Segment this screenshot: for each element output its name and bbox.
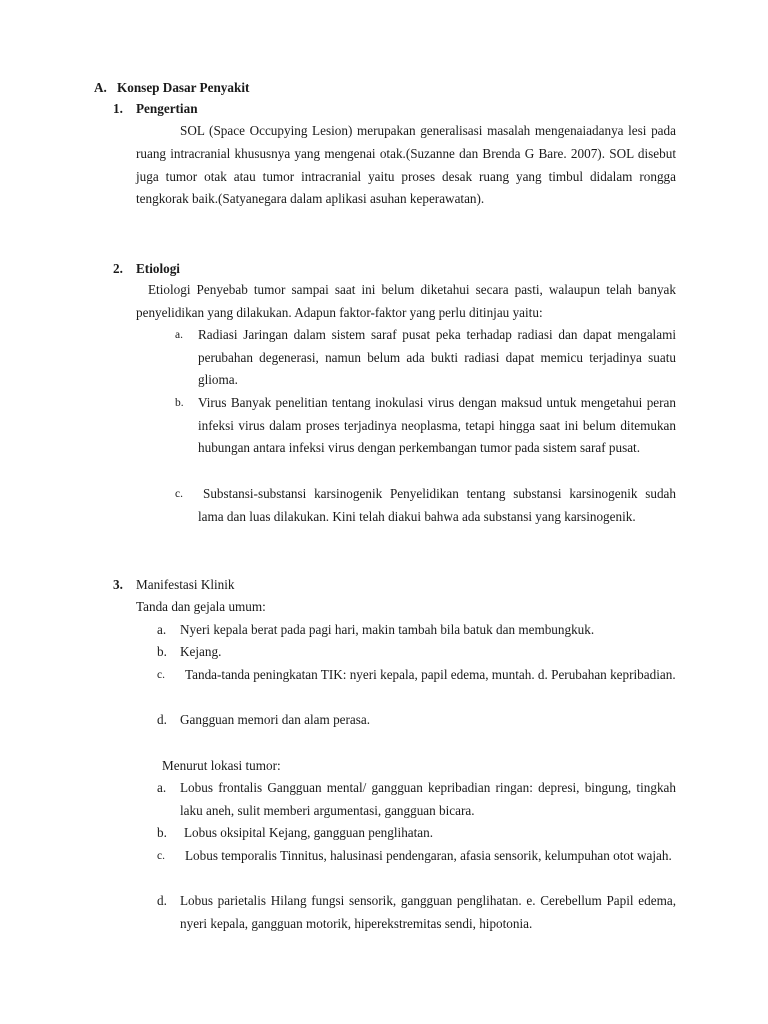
- list-item: [157, 845, 676, 868]
- list-letter: b.: [175, 397, 184, 409]
- list-item-text: Radiasi Jaringan dalam sistem saraf pusat peka terhadap radiasi dan dapat mengalami perubahan degenerasi, namun belum ada bukti radiasi dapat memicu terjadinya suatu glioma.: [198, 327, 676, 388]
- manifestasi-heading: [113, 575, 235, 595]
- pengertian-paragraph: SOL (Space Occupying Lesion) merupakan generalisasi masalah mengenaiadanya lesi pada ruang intracranial khususnya yang mengenai otak.(Suzanne dan Brenda G Bare. 2007). SOL disebut juga tumor otak atau tumor intracranial yaitu proses desak ruang yang timbul didalam rongga tengkorak baik.(Satyanegara dalam aplikasi asuhan keperawatan).: [136, 123, 676, 207]
- list-item-text: Nyeri kepala berat pada pagi hari, makin tambah bila batuk dan membungkuk.: [180, 622, 595, 637]
- pengertian-heading: [113, 99, 198, 119]
- list-letter: a.: [175, 329, 183, 341]
- list-item: [157, 822, 676, 845]
- list-item-text: Kejang.: [180, 644, 222, 659]
- manifestasi-title: Manifestasi Klinik: [136, 577, 235, 592]
- pengertian-title: Pengertian: [136, 101, 198, 116]
- manifestasi-number: 3.: [113, 577, 123, 592]
- list-item-text: Lobus frontalis Gangguan mental/ gangguan kepribadian ringan: depresi, bingung, tingkah laku aneh, sulit memberi argumentasi, gangguan bicara.: [180, 780, 676, 818]
- section-heading: [94, 78, 249, 98]
- list-letter: c.: [157, 850, 165, 862]
- pengertian-number: 1.: [113, 101, 123, 116]
- list-item-text: Substansi-substansi karsinogenik Penyelidikan tentang substansi karsinogenik sudah lama dan luas dilakukan. Kini telah diakui bahwa ada substansi yang karsinogenik.: [198, 486, 676, 524]
- list-item: [175, 392, 676, 460]
- list-item: [157, 664, 676, 687]
- list-item-text: Lobus temporalis Tinnitus, halusinasi pendengaran, afasia sensorik, kelumpuhan otot wajah.: [185, 848, 672, 863]
- list-item: [157, 641, 676, 664]
- list-letter: d.: [157, 712, 167, 727]
- umum-label: Tanda dan gejala umum:: [136, 599, 266, 614]
- etiologi-title: Etiologi: [136, 261, 180, 276]
- list-item: [157, 890, 676, 935]
- list-letter: d.: [157, 893, 167, 908]
- section-letter: A.: [94, 80, 107, 95]
- list-item: [175, 483, 676, 528]
- list-item: [157, 619, 676, 642]
- list-letter: c.: [157, 669, 165, 681]
- list-item: [157, 777, 676, 822]
- list-letter: c.: [175, 488, 183, 500]
- list-item: [175, 324, 676, 392]
- list-item-text: Gangguan memori dan alam perasa.: [180, 712, 371, 727]
- section-title: Konsep Dasar Penyakit: [117, 80, 250, 95]
- etiologi-number: 2.: [113, 261, 123, 276]
- list-item-text: Lobus parietalis Hilang fungsi sensorik, gangguan penglihatan. e. Cerebellum Papil edema, nyeri kepala, gangguan motorik, hiperekstremitas sendi, hipotonia.: [180, 893, 676, 931]
- list-letter: b.: [157, 644, 167, 659]
- etiologi-intro: Etiologi Penyebab tumor sampai saat ini belum diketahui secara pasti, walaupun telah banyak penyelidikan yang dilakukan. Adapun faktor-faktor yang perlu ditinjau yaitu:: [136, 282, 676, 320]
- list-letter: a.: [157, 780, 167, 795]
- list-item-text: Virus Banyak penelitian tentang inokulasi virus dengan maksud untuk mengetahui peran infeksi virus dalam proses terjadinya neoplasma, tetapi hingga saat ini belum ditemukan hubungan antara infeksi virus dengan perkembangan tumor pada sistem saraf pusat.: [198, 395, 676, 456]
- list-item-text: Tanda-tanda peningkatan TIK: nyeri kepala, papil edema, muntah. d. Perubahan kepribadian.: [185, 667, 676, 682]
- lokasi-label: Menurut lokasi tumor:: [162, 758, 281, 773]
- list-item: [157, 709, 676, 732]
- list-letter: a.: [157, 622, 167, 637]
- list-item-text: Lobus oksipital Kejang, gangguan penglihatan.: [184, 825, 434, 840]
- list-letter: b.: [157, 825, 167, 840]
- etiologi-heading: [113, 259, 180, 279]
